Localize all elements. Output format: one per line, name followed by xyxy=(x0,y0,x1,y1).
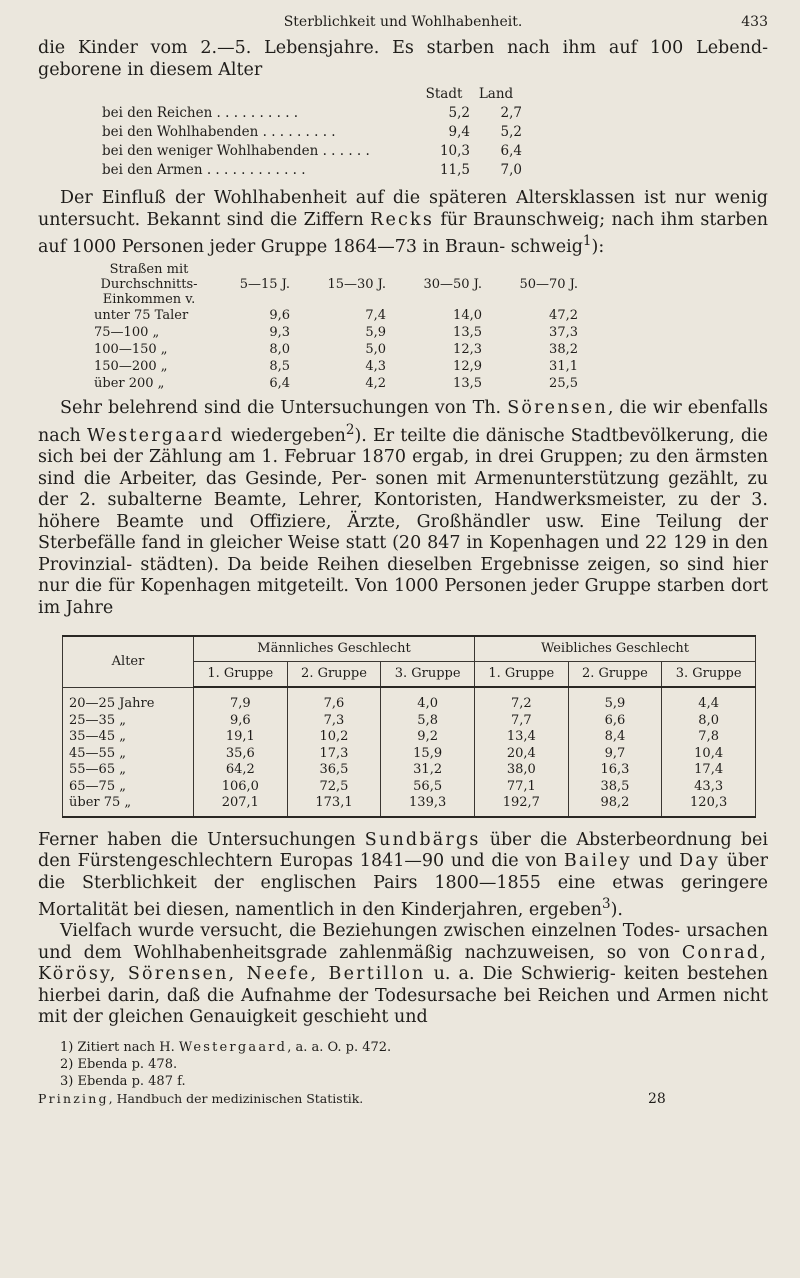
cell-stadt: 11,5 xyxy=(439,162,470,178)
group-header: 2. Gruppe xyxy=(287,662,381,688)
label-header-line: Straßen mit xyxy=(109,262,189,278)
col-header: 5—15 J. xyxy=(239,277,290,293)
col-header: 30—50 J. xyxy=(423,277,482,293)
cell: 77,1 xyxy=(474,779,568,796)
cell: 5,0 xyxy=(365,342,386,358)
cell: 207,1 xyxy=(194,795,288,817)
cell: 17,3 xyxy=(287,746,381,763)
book-reference xyxy=(38,1091,363,1106)
text-run: Ferner haben die Untersuchungen xyxy=(38,829,365,850)
footnote-ref: 3 xyxy=(601,896,611,913)
text-run: und xyxy=(631,851,680,872)
cell: 12,3 xyxy=(453,342,482,358)
footer-book-title: , Handbuch der medizinischen Statistik. xyxy=(108,1090,364,1106)
cell: 31,1 xyxy=(549,359,578,375)
table-row xyxy=(90,375,592,392)
table-row xyxy=(102,142,522,161)
cell: 36,5 xyxy=(287,762,381,779)
cell: 8,5 xyxy=(269,359,290,375)
label-header-line: Einkommen v. xyxy=(102,292,196,308)
age-cell: über 75 „ xyxy=(63,795,194,817)
page-number: 433 xyxy=(741,14,768,30)
text-run: ): xyxy=(591,236,605,257)
cell: 17,4 xyxy=(662,762,756,779)
text-run: Vielfach wurde versucht, die Beziehungen zwischen einzelnen Todes- ursachen und dem Wohlhabenheitsgrade zahlenmäßig nachzuweisen, so von xyxy=(38,921,768,963)
table-row xyxy=(63,746,756,763)
cell-land: 6,4 xyxy=(500,143,522,159)
text-run: Ebenda p. 487 f. xyxy=(77,1073,186,1089)
table-row xyxy=(102,123,522,142)
cell: 43,3 xyxy=(662,779,756,796)
table-row xyxy=(90,307,592,324)
group-header: 1. Gruppe xyxy=(474,662,568,688)
table-row xyxy=(90,358,592,375)
text-run: u. a. Die Schwierig- keiten bestehen hierbei darin, daß die Aufnahme der Todesursache bei Reichen und Armen nicht mit der gleichen Genauigkeit geschieht und xyxy=(38,964,768,1028)
cell: 5,9 xyxy=(568,687,662,713)
cell: 173,1 xyxy=(287,795,381,817)
copenhagen-table xyxy=(62,635,756,818)
intro-paragraph: die Kinder vom 2.—5. Lebensjahre. Es starben nach ihm auf 100 Lebend- geborene in diesem Alter xyxy=(38,38,768,80)
cell: 4,4 xyxy=(662,687,756,713)
cell: 12,9 xyxy=(453,359,482,375)
footnote xyxy=(38,1056,768,1073)
age-cell: 25—35 „ xyxy=(63,713,194,730)
cell-land: 5,2 xyxy=(500,124,522,140)
table-row xyxy=(63,713,756,730)
cell-stadt: 10,3 xyxy=(439,143,470,159)
row-label: 150—200 „ xyxy=(94,359,168,375)
sheet-signature: 28 xyxy=(648,1090,666,1107)
col-header: 15—30 J. xyxy=(327,277,386,293)
text-run: wiedergeben xyxy=(224,425,346,446)
cell: 10,4 xyxy=(662,746,756,763)
age-header: Alter xyxy=(63,636,194,687)
cell: 6,4 xyxy=(269,376,290,392)
age-cell: 65—75 „ xyxy=(63,779,194,796)
age-cell: 35—45 „ xyxy=(63,729,194,746)
cell: 38,0 xyxy=(474,762,568,779)
footnote xyxy=(38,1039,768,1056)
group-header: 3. Gruppe xyxy=(662,662,756,688)
author-name: Sörensen xyxy=(507,398,608,419)
footnote xyxy=(38,1073,768,1090)
col-stadt: Stadt xyxy=(425,86,463,102)
cell: 8,0 xyxy=(269,342,290,358)
cell: 139,3 xyxy=(381,795,475,817)
paragraph-braunschweig xyxy=(38,188,768,258)
female-header: Weibliches Geschlecht xyxy=(474,636,755,662)
author-name: Westergaard xyxy=(178,1039,288,1055)
author-name: Westergaard xyxy=(86,425,225,446)
cell: 6,6 xyxy=(568,713,662,730)
cell: 9,6 xyxy=(194,713,288,730)
author-name: Day xyxy=(679,851,721,872)
running-header xyxy=(38,12,768,38)
cell: 98,2 xyxy=(568,795,662,817)
label-header-line: Durchschnitts- xyxy=(100,277,198,293)
text-run: , die wir ebenfalls nach xyxy=(38,398,768,446)
table-row xyxy=(90,341,592,358)
row-label: über 200 „ xyxy=(94,376,165,392)
group-header: 1. Gruppe xyxy=(194,662,288,688)
cell: 25,5 xyxy=(549,376,578,392)
age-cell: 45—55 „ xyxy=(63,746,194,763)
cell: 8,4 xyxy=(568,729,662,746)
text-run: für Braunschweig; nach ihm starben auf 1000 Personen jeder Gruppe 1864—73 in Braun- schweig xyxy=(38,209,769,257)
cell: 7,9 xyxy=(194,687,288,713)
text-run: Der Einfluß der Wohlhabenheit auf die späteren Altersklassen ist nur wenig untersucht. Bekannt sind die Ziffern xyxy=(38,188,768,230)
table-row xyxy=(102,104,522,123)
male-header: Männliches Geschlecht xyxy=(194,636,475,662)
cell: 7,4 xyxy=(365,308,386,324)
age-cell: 55—65 „ xyxy=(63,762,194,779)
page-footer xyxy=(38,1091,768,1109)
cell: 106,0 xyxy=(194,779,288,796)
footnote-number: 1) xyxy=(60,1039,78,1055)
footnote-ref: 1 xyxy=(582,233,592,249)
text-run: , a. a. O. p. 472. xyxy=(287,1039,392,1055)
document-page xyxy=(38,12,768,1109)
mortality-children-table xyxy=(102,85,522,180)
table-row xyxy=(63,779,756,796)
group-header: 3. Gruppe xyxy=(381,662,475,688)
cell: 7,6 xyxy=(287,687,381,713)
cell: 9,6 xyxy=(269,308,290,324)
row-label: 75—100 „ xyxy=(94,325,160,341)
cell: 64,2 xyxy=(194,762,288,779)
footnotes xyxy=(38,1039,768,1090)
text-run: über die Absterbeordnung bei den Fürstengeschlechtern Europas 1841—90 und die von xyxy=(38,829,769,872)
text-run: Sehr belehrend sind die Untersuchungen von Th. xyxy=(60,398,508,419)
text-run: über die Sterblichkeit der englischen Pairs 1800—1855 eine etwas geringere Mortalität bei diesen, namentlich in den Kinderjahren, ergeben xyxy=(38,851,769,920)
label-header xyxy=(90,262,208,307)
cell: 14,0 xyxy=(453,308,482,324)
cell: 47,2 xyxy=(549,308,578,324)
cell: 9,3 xyxy=(269,325,290,341)
table-row xyxy=(102,161,522,180)
footnote-number: 3) xyxy=(60,1073,78,1089)
text-run: ). Er teilte die dänische Stadtbevölkerung, die sich bei der Zählung am 1. Februar 1870 ergab, in drei Gruppen; zu den ärmsten sind die Arbeiter, das Gesinde, Per- sonen mit Armenunterstützung gezählt, zu der 2. subalterne Beamte, Lehrer, Kontoristen, Handwerksmeister, zu der 3. höhere Beamte und Offiziere, Ärzte, Großhändler usw. Eine Teilung der Sterbefälle fand in gleicher Weise statt (20 847 in Kopenhagen und 22 129 in den Provinzial- städten). Da beide Reihen dieselben Ergebnisse zeigen, so sind hier nur die für Kopenhagen mitgeteilt. Von 1000 Personen jeder Gruppe starben dort im Jahre xyxy=(38,425,768,618)
col-header: 50—70 J. xyxy=(519,277,578,293)
table-row xyxy=(63,762,756,779)
cell: 56,5 xyxy=(381,779,475,796)
author-name: Sundbärgs xyxy=(364,829,481,850)
author-name: Recks xyxy=(370,209,435,230)
cell: 16,3 xyxy=(568,762,662,779)
author-name: Bailey xyxy=(563,851,632,872)
cell: 120,3 xyxy=(662,795,756,817)
row-label: bei den Wohlhabenden . . . . . . . . . xyxy=(102,124,336,140)
cell: 9,7 xyxy=(568,746,662,763)
cell: 7,8 xyxy=(662,729,756,746)
row-label: unter 75 Taler xyxy=(94,308,189,324)
cell: 13,5 xyxy=(453,376,482,392)
author-names: Conrad, Körösy, Sörensen, Neefe, Bertillon xyxy=(38,942,768,985)
cell: 5,9 xyxy=(365,325,386,341)
row-label: 100—150 „ xyxy=(94,342,168,358)
cell: 9,2 xyxy=(381,729,475,746)
cell: 192,7 xyxy=(474,795,568,817)
cell: 4,2 xyxy=(365,376,386,392)
cell: 20,4 xyxy=(474,746,568,763)
text-run: Zitiert nach H. xyxy=(77,1039,179,1055)
cell: 37,3 xyxy=(549,325,578,341)
paragraph-sorensen xyxy=(38,398,768,619)
footer-author: Prinzing xyxy=(38,1090,109,1106)
cell-stadt: 5,2 xyxy=(448,105,470,121)
cell-land: 2,7 xyxy=(500,105,522,121)
cell-land: 7,0 xyxy=(500,162,522,178)
braunschweig-table xyxy=(90,262,592,392)
cell: 7,3 xyxy=(287,713,381,730)
paragraph-sundbarg xyxy=(38,830,768,922)
cell: 19,1 xyxy=(194,729,288,746)
footnote-ref: 2 xyxy=(345,421,355,438)
cell: 31,2 xyxy=(381,762,475,779)
cell: 4,0 xyxy=(381,687,475,713)
cell-stadt: 9,4 xyxy=(448,124,470,140)
row-label: bei den Armen . . . . . . . . . . . . xyxy=(102,162,306,178)
table-row xyxy=(63,687,756,713)
cell: 8,0 xyxy=(662,713,756,730)
text-run: ). xyxy=(610,899,623,920)
footnote-number: 2) xyxy=(60,1056,78,1072)
paragraph-todesursachen xyxy=(38,921,768,1029)
running-title: Sterblichkeit und Wohlhabenheit. xyxy=(283,14,523,30)
cell: 15,9 xyxy=(381,746,475,763)
text-run: Ebenda p. 478. xyxy=(77,1056,178,1072)
cell: 7,7 xyxy=(474,713,568,730)
row-label: bei den Reichen . . . . . . . . . . xyxy=(102,105,299,121)
cell: 10,2 xyxy=(287,729,381,746)
age-cell: 20—25 Jahre xyxy=(63,687,194,713)
table-row xyxy=(90,324,592,341)
col-land: Land xyxy=(478,86,514,102)
cell: 72,5 xyxy=(287,779,381,796)
group-header: 2. Gruppe xyxy=(568,662,662,688)
cell: 13,4 xyxy=(474,729,568,746)
cell: 13,5 xyxy=(453,325,482,341)
cell: 4,3 xyxy=(365,359,386,375)
table-row xyxy=(63,729,756,746)
row-label: bei den weniger Wohlhabenden . . . . . . xyxy=(102,143,370,159)
cell: 5,8 xyxy=(381,713,475,730)
cell: 38,5 xyxy=(568,779,662,796)
cell: 38,2 xyxy=(549,342,578,358)
cell: 7,2 xyxy=(474,687,568,713)
cell: 35,6 xyxy=(194,746,288,763)
table-row xyxy=(63,795,756,817)
